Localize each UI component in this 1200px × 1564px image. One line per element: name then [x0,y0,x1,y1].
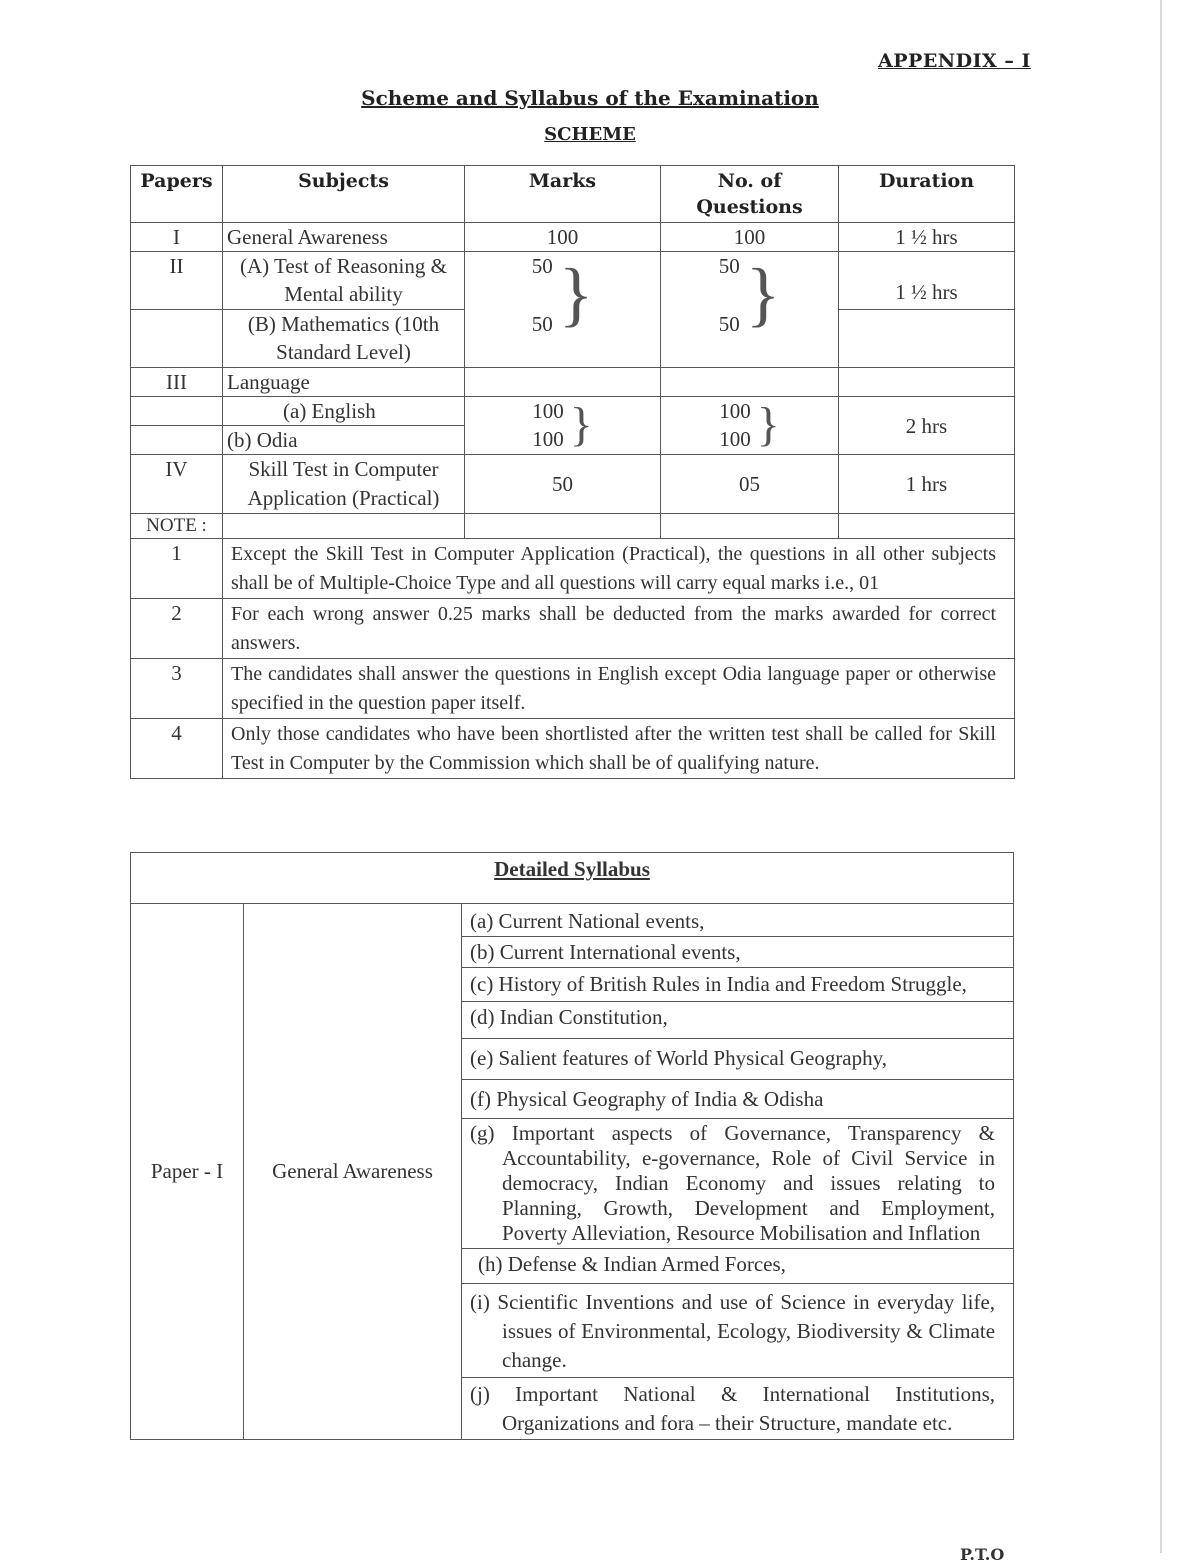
note-text: The candidates shall answer the questions in English except Odia language paper or otherwise specified in the question paper itself. [223,659,1015,719]
questions-a: 100 [719,399,751,423]
scheme-header-row [131,166,1015,223]
header-subjects: Subjects [223,166,465,223]
note-row [131,599,1015,659]
paper-number: III [131,368,223,397]
questions: 100 [661,223,839,252]
marks: 100 [465,223,661,252]
subject: General Awareness [223,223,465,252]
table-row [131,455,1015,514]
duration: 1 hrs [839,455,1015,514]
brace-icon: } [569,398,593,451]
duration: 1 ½ hrs [839,252,1015,310]
empty-cell [223,514,465,539]
pto-mark: P.T.O [960,1545,1005,1564]
empty-cell [465,514,661,539]
table-row [131,397,1015,426]
syllabus-heading-row [131,853,1014,904]
syllabus-topic: (c) History of British Rules in India and Freedom Struggle, [462,968,1014,1002]
questions-a: 50 [718,254,740,278]
marks: 50 [465,455,661,514]
note-text: Only those candidates who have been shortlisted after the written test shall be called for Skill Test in Computer by the Commission which shall be of qualifying nature. [223,719,1015,779]
questions-b: 50 [718,312,740,336]
questions: 05 [661,455,839,514]
duration [839,368,1015,397]
paper-number [131,310,223,368]
syllabus-heading: Detailed Syllabus [131,853,1014,904]
duration [839,310,1015,368]
empty-cell [661,514,839,539]
marks-b: 100 [532,427,564,451]
appendix-label: APPENDIX – I [878,50,1031,72]
marks [465,368,661,397]
brace-icon: } [745,254,781,334]
syllabus-topic: (f) Physical Geography of India & Odisha [462,1080,1014,1119]
scheme-heading: SCHEME [544,124,636,145]
marks-a: 100 [532,399,564,423]
subject: (b) Odia [223,426,465,455]
header-questions: No. of Questions [661,166,839,223]
note-number: 3 [131,659,223,719]
syllabus-topic: (e) Salient features of World Physical Geography, [462,1039,1014,1080]
paper-number: II [131,252,223,310]
note-number: 1 [131,539,223,599]
questions [661,252,839,368]
subject: (A) Test of Reasoning & Mental ability [223,252,465,310]
paper-number: IV [131,455,223,514]
note-number: 4 [131,719,223,779]
paper-number [131,426,223,455]
syllabus-topic: (i) Scientific Inventions and use of Science in everyday life, issues of Environmental, Ecology, Biodiversity & Climate change. [462,1284,1014,1378]
syllabus-topic: (j) Important National & International Institutions, Organizations and fora – their Structure, mandate etc. [462,1378,1014,1440]
document-title: Scheme and Syllabus of the Examination [361,86,819,110]
brace-icon: } [558,254,594,334]
syllabus-row [131,904,1014,937]
duration: 1 ½ hrs [839,223,1015,252]
note-row [131,719,1015,779]
paper-number [131,397,223,426]
note-row [131,659,1015,719]
subject: Skill Test in Computer Application (Practical) [223,455,465,514]
syllabus-topic: (b) Current International events, [462,937,1014,968]
note-row [131,539,1015,599]
subject: (a) English [223,397,465,426]
table-row [131,223,1015,252]
syllabus-topic: (g) Important aspects of Governance, Transparency & Accountability, e-governance, Role of Civil Service in democracy, Indian Economy and issues relating to Planning, Growth, Development and Employment, Poverty Alleviation, Resource Mobilisation and Inflation [462,1119,1014,1249]
note-text: For each wrong answer 0.25 marks shall be deducted from the marks awarded for correct answers. [223,599,1015,659]
subject: (B) Mathematics (10th Standard Level) [223,310,465,368]
note-label: NOTE : [131,514,223,539]
note-number: 2 [131,599,223,659]
syllabus-topic: (d) Indian Constitution, [462,1002,1014,1039]
table-row [131,252,1015,310]
marks-b: 50 [531,312,553,336]
questions-b: 100 [719,427,751,451]
questions [661,368,839,397]
syllabus-table [130,852,1014,1440]
syllabus-topic: (a) Current National events, [462,904,1014,937]
page-edge [1160,0,1162,1553]
scheme-table [130,165,1015,779]
paper-number: I [131,223,223,252]
note-text: Except the Skill Test in Computer Application (Practical), the questions in all other subjects shall be of Multiple-Choice Type and all questions will carry equal marks i.e., 01 [223,539,1015,599]
syllabus-topic: (h) Defense & Indian Armed Forces, [462,1249,1014,1284]
brace-icon: } [756,398,780,451]
marks [465,397,661,455]
header-papers: Papers [131,166,223,223]
header-duration: Duration [839,166,1015,223]
marks-a: 50 [531,254,553,278]
marks [465,252,661,368]
table-row [131,368,1015,397]
syllabus-subject: General Awareness [244,904,462,1440]
empty-cell [839,514,1015,539]
syllabus-paper: Paper - I [131,904,244,1440]
subject: Language [223,368,465,397]
note-label-row [131,514,1015,539]
duration: 2 hrs [839,397,1015,455]
header-marks: Marks [465,166,661,223]
questions [661,397,839,455]
